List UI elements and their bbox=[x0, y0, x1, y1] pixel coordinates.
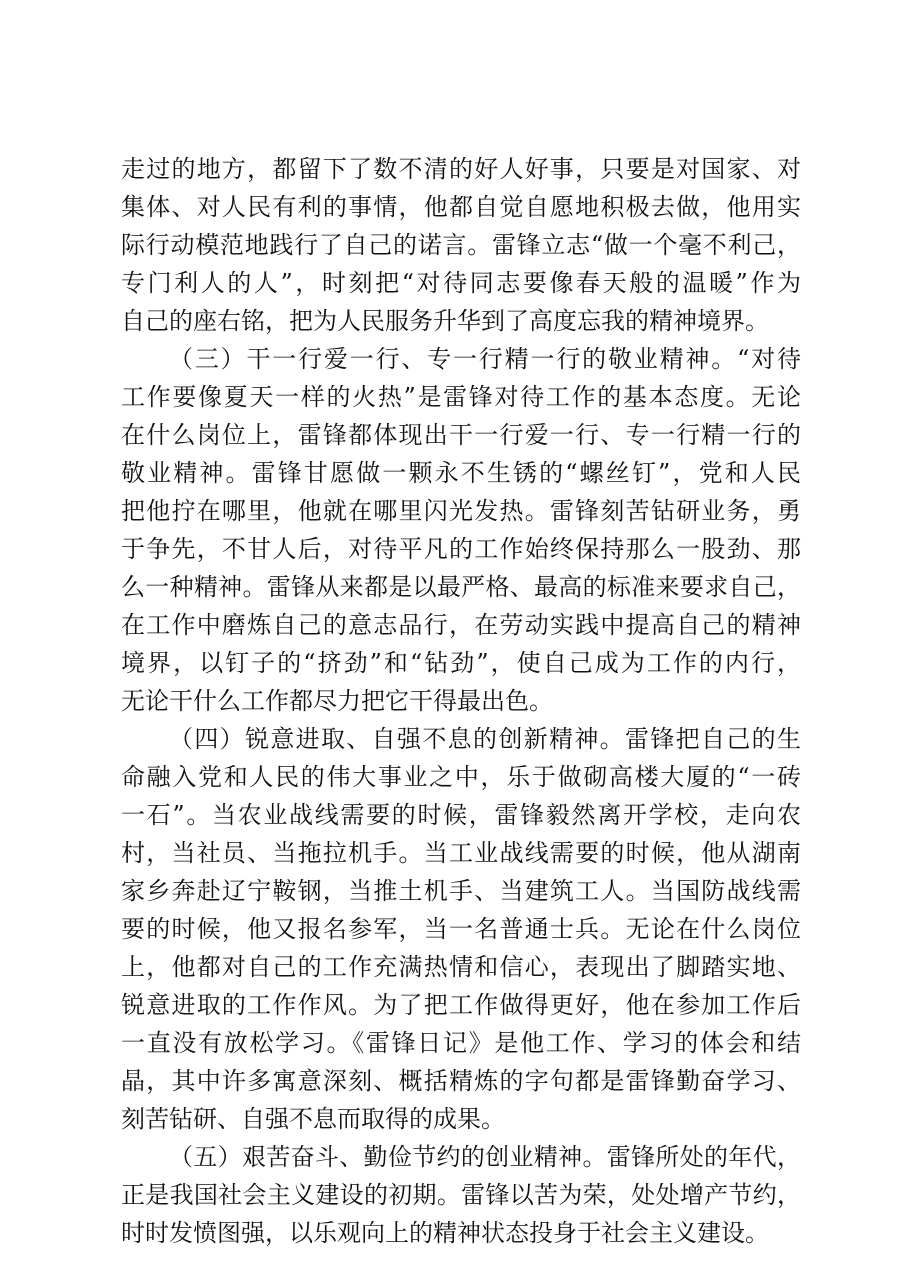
section-heading-line: （三）干一行爱一行、专一行精一行的敬业精神。“对待 bbox=[169, 345, 801, 373]
text-line: 一直没有放松学习。《雷锋日记》是他工作、学习的体会和结 bbox=[121, 1029, 801, 1057]
text-line: 村，当社员、当拖拉机手。当工业战线需要的时候，他从湖南 bbox=[121, 839, 801, 867]
text-line: 命融入党和人民的伟大事业之中，乐于做砌高楼大厦的“一砖 bbox=[121, 763, 801, 791]
text-line: 自己的座右铭，把为人民服务升华到了高度忘我的精神境界。 bbox=[121, 307, 769, 335]
text-line: 集体、对人民有利的事情，他都自觉自愿地积极去做，他用实 bbox=[121, 193, 801, 221]
text-line: 走过的地方，都留下了数不清的好人好事，只要是对国家、对 bbox=[121, 155, 801, 183]
text-line: 在什么岗位上，雷锋都体现出干一行爱一行、专一行精一行的 bbox=[121, 421, 801, 449]
text-line: 锐意进取的工作作风。为了把工作做得更好，他在参加工作后 bbox=[121, 991, 801, 1019]
text-line: 无论干什么工作都尽力把它干得最出色。 bbox=[121, 687, 553, 715]
text-line: 际行动模范地践行了自己的诺言。雷锋立志“做一个毫不利己， bbox=[121, 231, 801, 259]
text-line: 一石”。当农业战线需要的时候，雷锋毅然离开学校，走向农 bbox=[121, 801, 801, 829]
text-line: 要的时候，他又报名参军，当一名普通士兵。无论在什么岗位 bbox=[121, 915, 801, 943]
text-line: 工作要像夏天一样的火热”是雷锋对待工作的基本态度。无论 bbox=[121, 383, 801, 411]
text-line: 时时发愤图强，以乐观向上的精神状态投身于社会主义建设。 bbox=[121, 1219, 769, 1247]
section-heading-line: （四）锐意进取、自强不息的创新精神。雷锋把自己的生 bbox=[169, 725, 801, 753]
text-line: 敬业精神。雷锋甘愿做一颗永不生锈的“螺丝钉”，党和人民 bbox=[121, 459, 801, 487]
text-line: 刻苦钻研、自强不息而取得的成果。 bbox=[121, 1105, 505, 1133]
section-heading-line: （五）艰苦奋斗、勤俭节约的创业精神。雷锋所处的年代， bbox=[169, 1143, 801, 1171]
text-line: 专门利人的人”，时刻把“对待同志要像春天般的温暖”作为 bbox=[121, 269, 801, 297]
text-line: 家乡奔赴辽宁鞍钢，当推土机手、当建筑工人。当国防战线需 bbox=[121, 877, 801, 905]
text-line: 在工作中磨炼自己的意志品行，在劳动实践中提高自己的精神 bbox=[121, 611, 801, 639]
text-line: 正是我国社会主义建设的初期。雷锋以苦为荣，处处增产节约， bbox=[121, 1181, 801, 1209]
text-line: 上，他都对自己的工作充满热情和信心，表现出了脚踏实地、 bbox=[121, 953, 801, 981]
text-line: 于争先，不甘人后，对待平凡的工作始终保持那么一股劲、那 bbox=[121, 535, 801, 563]
text-line: 晶，其中许多寓意深刻、概括精炼的字句都是雷锋勤奋学习、 bbox=[121, 1067, 801, 1095]
text-line: 把他拧在哪里，他就在哪里闪光发热。雷锋刻苦钻研业务，勇 bbox=[121, 497, 801, 525]
document-body bbox=[121, 150, 801, 1252]
text-line: 么一种精神。雷锋从来都是以最严格、最高的标准来要求自己， bbox=[121, 573, 801, 601]
text-line: 境界，以钉子的“挤劲”和“钻劲”，使自己成为工作的内行， bbox=[121, 649, 801, 677]
